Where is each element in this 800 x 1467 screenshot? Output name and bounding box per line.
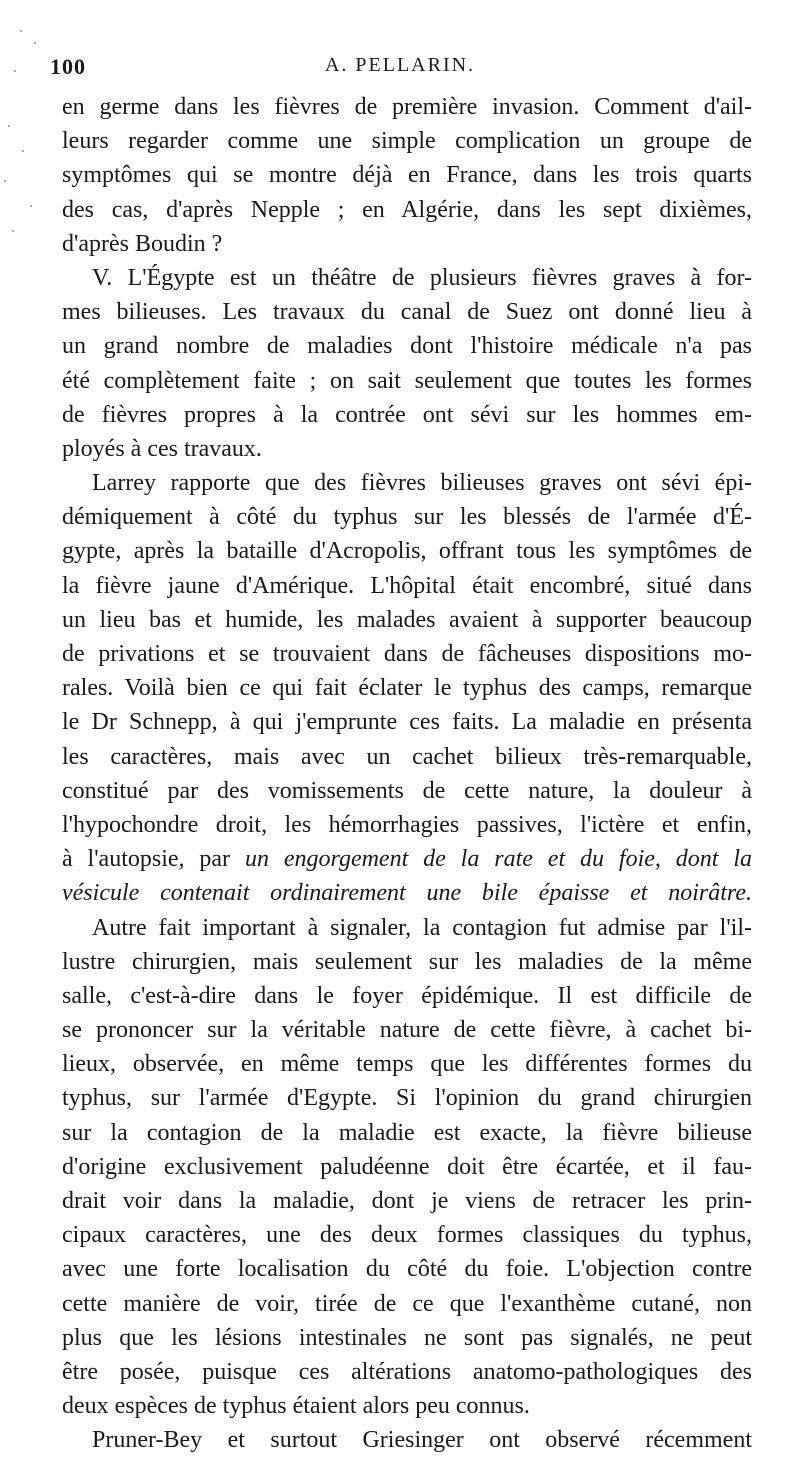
text-line-italic: vésicule contenait ordinairement une bile épaisse et noirâtre. [62, 880, 752, 907]
italic-text-segment: un engorgement de la rate et du foie, dont la [244, 846, 752, 873]
text-line: un grand nombre de maladies dont l'histoire médicale n'a pas [62, 333, 752, 360]
text-line: gypte, après la bataille d'Acropolis, offrant tous les symptômes de [62, 538, 752, 565]
text-line: des cas, d'après Nepple ; en Algérie, dans les sept dixièmes, [62, 196, 752, 223]
text-segment: à l'autopsie, par [62, 846, 245, 873]
text-line: symptômes qui se montre déjà en France, dans les trois quarts [62, 162, 752, 189]
text-line: démiquement à côté du typhus sur les blessés de l'armée d'É- [62, 504, 752, 531]
page-header [50, 54, 750, 84]
text-line: d'après Boudin ? [62, 230, 223, 257]
text-line: salle, c'est-à-dire dans le foyer épidémique. Il est difficile de [62, 982, 752, 1009]
text-line: en germe dans les fièvres de première invasion. Comment d'ail- [62, 94, 752, 120]
text-line: rales. Voilà bien ce qui fait éclater le typhus des camps, remarque [62, 675, 752, 702]
text-line: V. L'Égypte est un théâtre de plusieurs fièvres graves à for- [92, 264, 752, 291]
text-line: avec une forte localisation du côté du foie. L'objection contre [62, 1256, 752, 1283]
text-line: deux espèces de typhus étaient alors peu connus. [62, 1393, 530, 1420]
body-text [62, 90, 752, 1458]
text-line: cipaux caractères, une des deux formes classiques du typhus, [62, 1222, 752, 1249]
text-line: été complètement faite ; on sait seulement que toutes les formes [62, 367, 752, 394]
text-line-mixed [62, 842, 752, 876]
text-line: lieux, observée, en même temps que les différentes formes du [62, 1051, 752, 1078]
text-line: Autre fait important à signaler, la contagion fut admise par l'il- [92, 914, 752, 941]
text-line: ployés à ces travaux. [62, 435, 262, 462]
text-line: leurs regarder comme une simple complication un groupe de [62, 128, 752, 155]
text-line: d'origine exclusivement paludéenne doit être écartée, et il fau- [62, 1153, 752, 1180]
text-line: plus que les lésions intestinales ne sont pas signalés, ne peut [62, 1324, 752, 1351]
text-line: lustre chirurgien, mais seulement sur les maladies de la même [62, 948, 752, 975]
text-line: typhus, sur l'armée d'Egypte. Si l'opinion du grand chirurgien [62, 1085, 752, 1112]
text-line: cette manière de voir, tirée de ce que l'exanthème cutané, non [62, 1290, 752, 1317]
text-line: être posée, puisque ces altérations anatomo-pathologiques des [62, 1358, 752, 1385]
text-line: sur la contagion de la maladie est exacte, la fièvre bilieuse [62, 1119, 752, 1146]
text-line: de privations et se trouvaient dans de fâcheuses dispositions mo- [62, 641, 752, 667]
text-line: drait voir dans la maladie, dont je viens de retracer les prin- [62, 1188, 752, 1214]
text-line: le Dr Schnepp, à qui j'emprunte ces faits. La maladie en présenta [62, 709, 752, 736]
text-line: la fièvre jaune d'Amérique. L'hôpital était encombré, situé dans [62, 572, 752, 599]
text-line: mes bilieuses. Les travaux du canal de Suez ont donné lieu à [62, 299, 752, 326]
text-line: se prononcer sur la véritable nature de cette fièvre, à cachet bi- [62, 1017, 752, 1044]
text-line: un lieu bas et humide, les malades avaient à supporter beaucoup [62, 606, 752, 633]
text-line: de fièvres propres à la contrée ont sévi sur les hommes em- [62, 401, 752, 428]
text-line: les caractères, mais avec un cachet bilieux très-remarquable, [62, 743, 752, 770]
running-head: A. PELLARIN. [324, 54, 476, 76]
text-line: constitué par des vomissements de cette nature, la douleur à [62, 777, 752, 804]
text-line: l'hypochondre droit, les hémorrhagies passives, l'ictère et enfin, [62, 811, 752, 838]
text-line: Pruner-Bey et surtout Griesinger ont observé récemment [92, 1427, 752, 1454]
page-number: 100 [50, 54, 86, 79]
text-line: Larrey rapporte que des fièvres bilieuses graves ont sévi épi- [92, 470, 752, 497]
